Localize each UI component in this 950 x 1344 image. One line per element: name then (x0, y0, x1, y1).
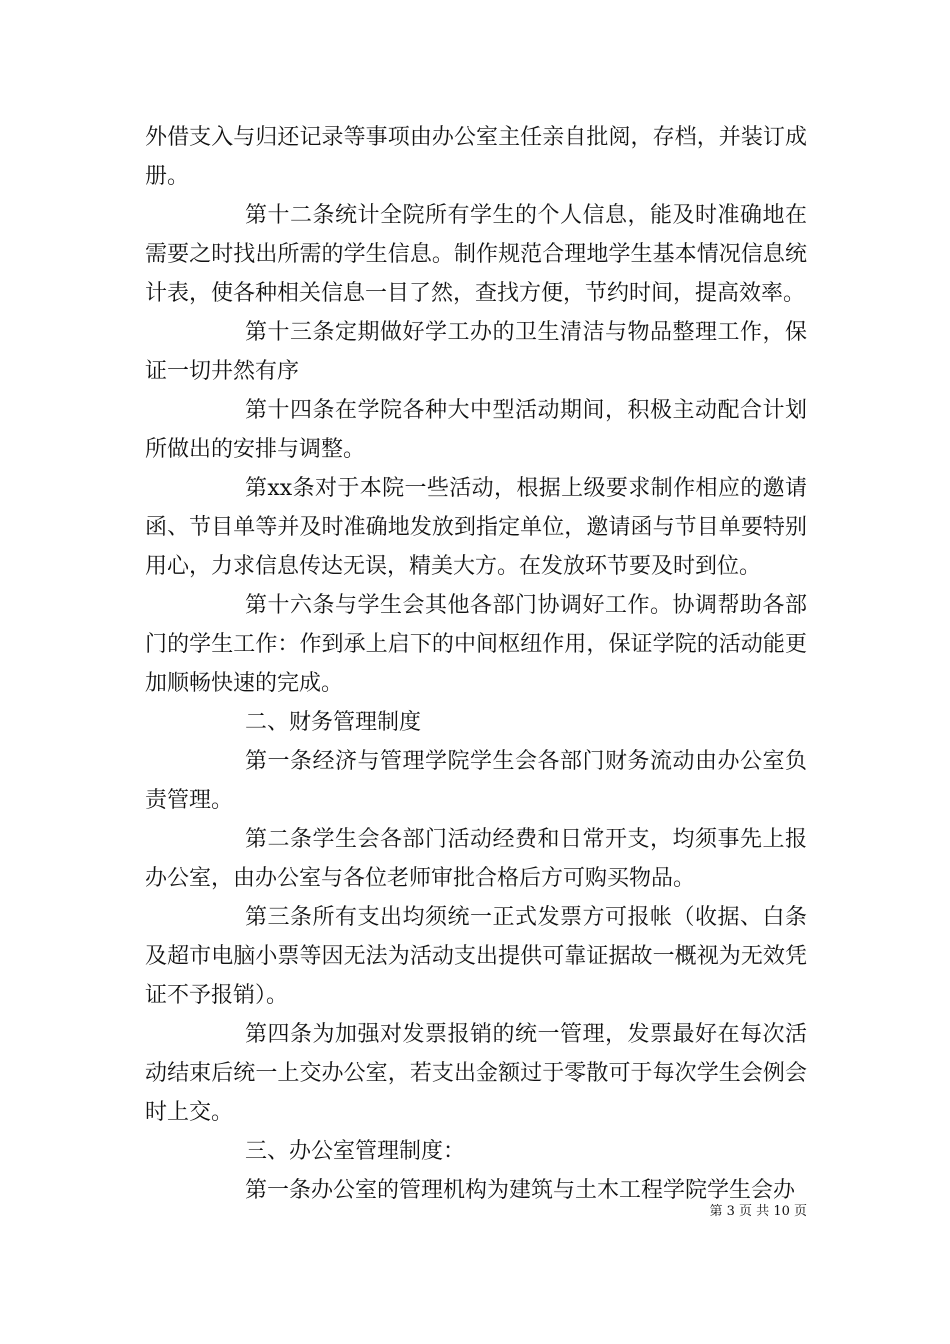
paragraph-finance-article-1: 第一条经济与管理学院学生会各部门财务流动由办公室负责管理。 (145, 749, 807, 813)
paragraph-finance-article-2: 第二条学生会各部门活动经费和日常开支，均须事先上报办公室，由办公室与各位老师审批合格后方可购买物品。 (145, 827, 807, 891)
paragraph-article-13: 第十三条定期做好学工办的卫生清洁与物品整理工作，保证一切井然有序 (145, 320, 807, 384)
paragraph-office-article-1: 第一条办公室的管理机构为建筑与土木工程学院学生会办 (245, 1178, 796, 1203)
paragraph-article-12: 第十二条统计全院所有学生的个人信息，能及时准确地在需要之时找出所需的学生信息。制作规范合理地学生基本情况信息统计表，使各种相关信息一目了然，查找方便，节约时间，提高效率。 (145, 203, 807, 306)
paragraph-finance-article-3: 第三条所有支出均须统一正式发票方可报帐（收据、白条及超市电脑小票等因无法为活动支出提供可靠证据故一概视为无效凭证不予报销）。 (145, 905, 807, 1008)
paragraph-finance-article-4: 第四条为加强对发票报销的统一管理，发票最好在每次活动结束后统一上交办公室，若支出金额过于零散可于每次学生会例会时上交。 (145, 1022, 807, 1125)
document-body (145, 118, 807, 1210)
section-heading-office: 三、办公室管理制度： (245, 1139, 466, 1164)
paragraph-article-xx: 第xx条对于本院一些活动，根据上级要求制作相应的邀请函、节目单等并及时准确地发放到指定单位，邀请函与节目单要特别用心，力求信息传达无误，精美大方。在发放环节要及时到位。 (145, 476, 807, 579)
section-heading-finance: 二、财务管理制度 (245, 710, 422, 735)
paragraph-article-16: 第十六条与学生会其他各部门协调好工作。协调帮助各部门的学生工作：作到承上启下的中间枢纽作用，保证学院的活动能更加顺畅快速的完成。 (145, 593, 807, 696)
paragraph-continuation: 外借支入与归还记录等事项由办公室主任亲自批阅，存档，并装订成册。 (145, 125, 807, 189)
paragraph-article-14: 第十四条在学院各种大中型活动期间，积极主动配合计划所做出的安排与调整。 (145, 398, 807, 462)
page-number-footer: 第 3 页 共 10 页 (709, 1204, 807, 1219)
